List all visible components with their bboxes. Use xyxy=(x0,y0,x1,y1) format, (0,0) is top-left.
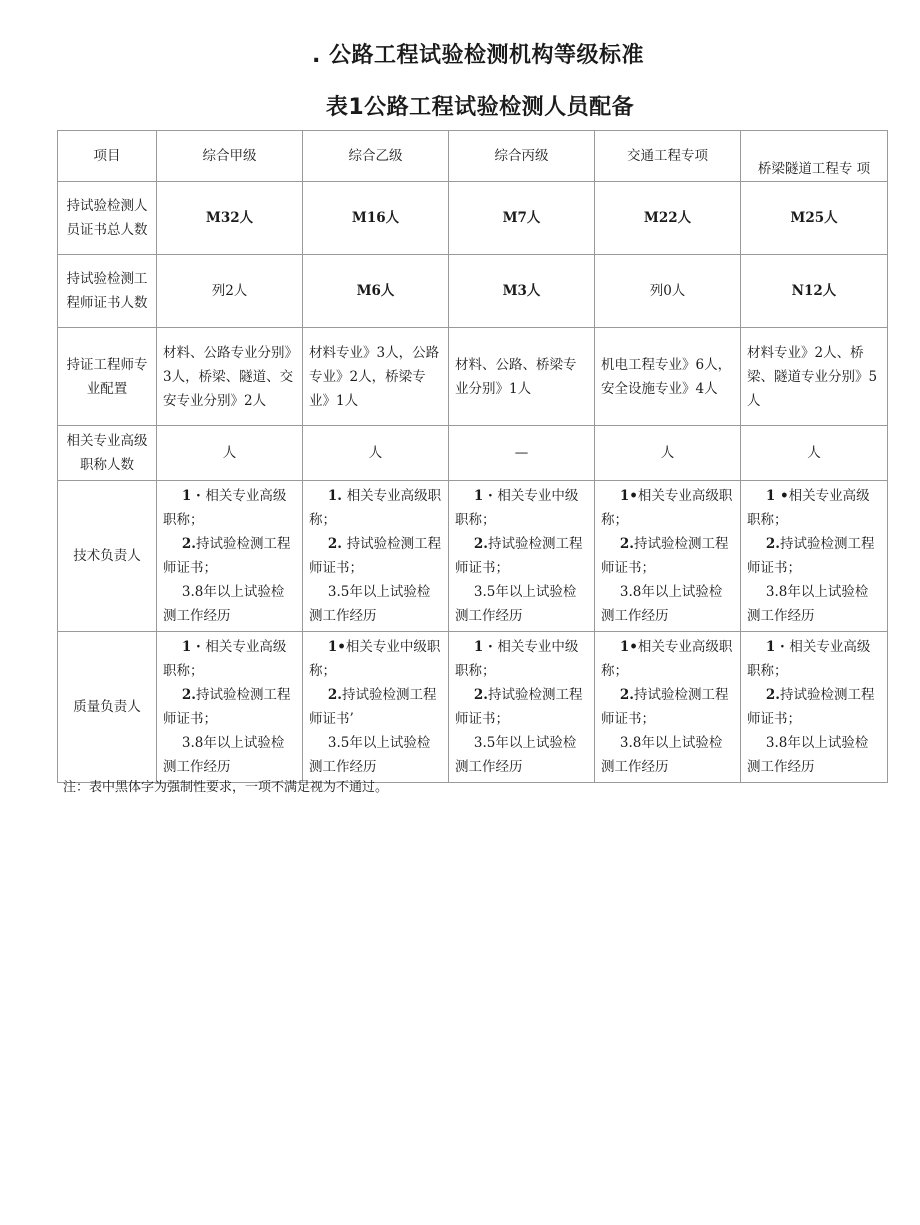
item-number: 1 · xyxy=(473,488,498,504)
item-text: 持试验检测工程师证书； xyxy=(163,536,291,576)
item-number: 2. xyxy=(619,536,634,552)
header-cell: 综合丙级 xyxy=(449,131,595,182)
document-title: . 公路工程试验检测机构等级标准 xyxy=(311,43,645,68)
table-row xyxy=(58,426,888,481)
table-cell: N12人 xyxy=(741,255,888,328)
table-cell: 机电工程专业》6人，安全设施专业》4人 xyxy=(595,328,741,426)
requirement-cell xyxy=(595,632,741,783)
item-number: 2. xyxy=(327,687,342,703)
row-label: 技术负责人 xyxy=(58,481,157,632)
table-cell: M22人 xyxy=(595,182,741,255)
header-row xyxy=(58,131,888,182)
item-number: 2. xyxy=(327,536,347,552)
header-cell: 综合乙级 xyxy=(303,131,449,182)
table-cell: M7人 xyxy=(449,182,595,255)
item-text: 相关专业中级职称； xyxy=(455,639,579,679)
item-text: 3.8年以上试验检测工作经历 xyxy=(163,584,285,624)
header-cell: 交通工程专项 xyxy=(595,131,741,182)
item-text: 相关专业高级职称； xyxy=(309,488,442,528)
requirement-cell xyxy=(157,632,303,783)
item-text: 3.5年以上试验检测工作经历 xyxy=(309,584,431,624)
item-text: 相关专业高级职称； xyxy=(163,488,287,528)
item-text: 相关专业高级职称； xyxy=(747,639,871,679)
requirement-cell xyxy=(449,481,595,632)
item-text: 持试验检测工程师证书； xyxy=(747,687,875,727)
requirement-cell xyxy=(303,632,449,783)
item-text: 3.5年以上试验检测工作经历 xyxy=(455,735,577,775)
item-number: 2. xyxy=(765,687,780,703)
table-cell: 材料专业》3人，公路专业》2人，桥梁专业》1人 xyxy=(303,328,449,426)
table-cell: 人 xyxy=(303,426,449,481)
item-number: 2. xyxy=(181,536,196,552)
table-cell: 列2人 xyxy=(157,255,303,328)
table-row xyxy=(58,182,888,255)
item-text: 3.5年以上试验检测工作经历 xyxy=(455,584,577,624)
item-text: 相关专业中级职称； xyxy=(309,639,441,679)
item-number: 1 · xyxy=(473,639,498,655)
item-text: 3.8年以上试验检测工作经历 xyxy=(163,735,285,775)
footnote: 注：表中黑体字为强制性要求，一项不满足视为不通过。 xyxy=(63,780,389,795)
item-number: 2. xyxy=(765,536,780,552)
requirement-cell xyxy=(741,481,888,632)
header-cell: 综合甲级 xyxy=(157,131,303,182)
item-text: 持试验检测工程师证书； xyxy=(601,687,729,727)
item-text: 相关专业高级职称； xyxy=(163,639,287,679)
table-cell: M32人 xyxy=(157,182,303,255)
row-label: 持试验检测人员证书总人数 xyxy=(58,182,157,255)
table-cell: 人 xyxy=(157,426,303,481)
item-number: 1 · xyxy=(181,639,206,655)
item-text: 3.8年以上试验检测工作经历 xyxy=(601,584,723,624)
item-number: 1• xyxy=(619,639,638,655)
item-text: 持试验检测工程师证书； xyxy=(455,536,583,576)
item-text: 持试验检测工程师证书； xyxy=(455,687,583,727)
item-text: 相关专业中级职称； xyxy=(455,488,579,528)
table-cell: M6人 xyxy=(303,255,449,328)
item-text: 持试验检测工程师证书； xyxy=(309,536,442,576)
item-text: 相关专业高级职称； xyxy=(601,488,733,528)
table-cell: 材料专业》2人、桥梁、隧道专业分别》5人 xyxy=(741,328,888,426)
item-number: 1 · xyxy=(765,639,790,655)
table-row xyxy=(58,255,888,328)
header-cell: 项目 xyxy=(58,131,157,182)
table-row xyxy=(58,632,888,783)
item-number: 1. xyxy=(327,488,347,504)
table-cell: 材料、公路专业分别》3人，桥梁、隧道、交安专业分别》2人 xyxy=(157,328,303,426)
item-text: 持试验检测工程师证书； xyxy=(601,536,729,576)
requirement-cell xyxy=(741,632,888,783)
row-label: 持试验检测工程师证书人数 xyxy=(58,255,157,328)
item-text: 持试验检测工程师证书； xyxy=(747,536,875,576)
table-title: 表1公路工程试验检测人员配备 xyxy=(325,95,635,120)
item-number: 1 · xyxy=(181,488,206,504)
table-cell: 人 xyxy=(741,426,888,481)
header-cell: 桥梁隧道工程专 项 xyxy=(741,131,888,182)
personnel-table xyxy=(57,130,888,783)
item-text: 3.5年以上试验检测工作经历 xyxy=(309,735,431,775)
row-label: 持证工程师专业配置 xyxy=(58,328,157,426)
item-text: 3.8年以上试验检测工作经历 xyxy=(601,735,723,775)
table-cell: — xyxy=(449,426,595,481)
table-cell: 人 xyxy=(595,426,741,481)
item-number: 2. xyxy=(619,687,634,703)
item-number: 2. xyxy=(181,687,196,703)
table-cell: M16人 xyxy=(303,182,449,255)
item-text: 持试验检测工程师证书； xyxy=(163,687,291,727)
item-text: 相关专业高级职称； xyxy=(747,488,870,528)
item-number: 2. xyxy=(473,536,488,552)
item-text: 3.8年以上试验检测工作经历 xyxy=(747,584,869,624)
requirement-cell xyxy=(449,632,595,783)
item-text: 相关专业高级职称； xyxy=(601,639,733,679)
item-text: 3.8年以上试验检测工作经历 xyxy=(747,735,869,775)
requirement-cell xyxy=(303,481,449,632)
item-text: 持试验检测工程师证书’ xyxy=(309,687,437,727)
row-label: 质量负责人 xyxy=(58,632,157,783)
table-cell: 材料、公路、桥梁专业分别》1人 xyxy=(449,328,595,426)
item-number: 1 • xyxy=(765,488,789,504)
item-number: 1• xyxy=(619,488,638,504)
table-cell: M3人 xyxy=(449,255,595,328)
item-number: 1• xyxy=(327,639,346,655)
requirement-cell xyxy=(595,481,741,632)
table-cell: 列0人 xyxy=(595,255,741,328)
table-row xyxy=(58,481,888,632)
requirement-cell xyxy=(157,481,303,632)
table-row xyxy=(58,328,888,426)
item-number: 2. xyxy=(473,687,488,703)
row-label: 相关专业高级职称人数 xyxy=(58,426,157,481)
table-cell: M25人 xyxy=(741,182,888,255)
